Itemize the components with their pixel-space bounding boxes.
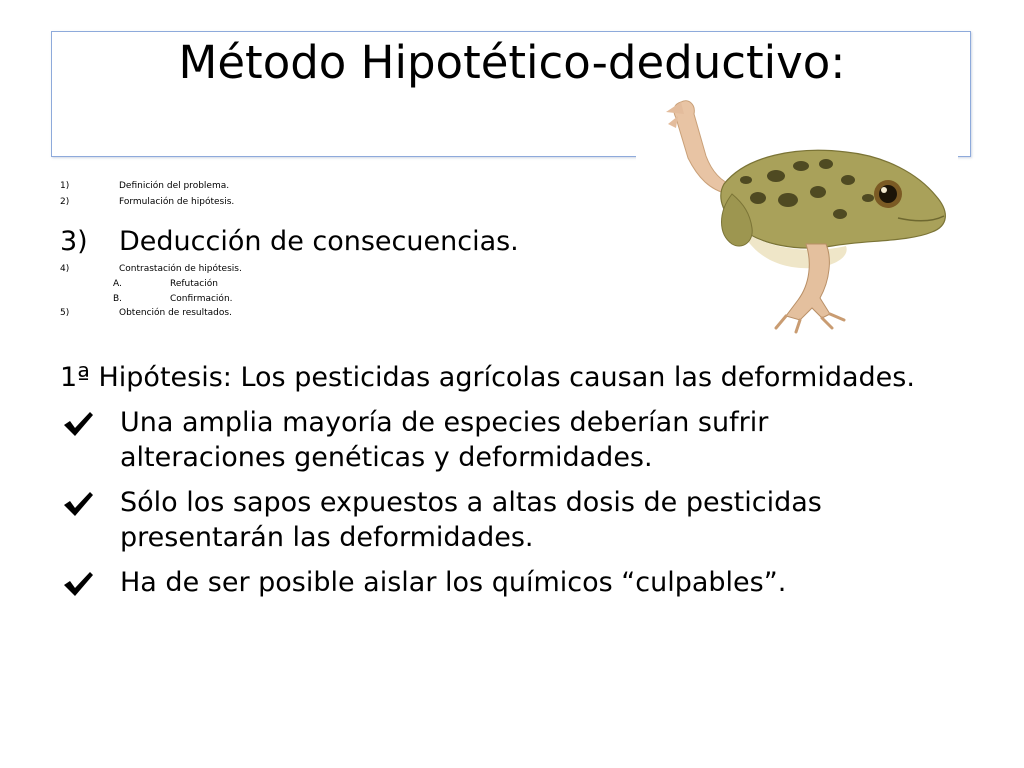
consequence-item	[60, 485, 940, 555]
step-number: A.	[113, 279, 122, 289]
frog-icon	[636, 94, 958, 334]
step-label: Deducción de consecuencias.	[119, 226, 519, 257]
consequence-list	[60, 405, 940, 600]
consequence-text: Sólo los sapos expuestos a altas dosis de pesticidas presentarán las deformidades.	[120, 487, 822, 553]
step-label: Contrastación de hipótesis.	[119, 264, 242, 274]
step-label: Refutación	[170, 279, 218, 289]
consequence-text: Una amplia mayoría de especies deberían sufrir alteraciones genéticas y deformidades.	[120, 407, 769, 473]
step-label: Confirmación.	[170, 294, 233, 304]
consequence-text: Ha de ser posible aislar los químicos “culpables”.	[120, 567, 787, 598]
step-number: 3)	[60, 226, 88, 257]
step-number: 2)	[60, 197, 70, 207]
step-label: Obtención de resultados.	[119, 308, 232, 318]
checkmark-icon	[62, 410, 94, 438]
slide-title: Método Hipotético-deductivo:	[178, 36, 846, 89]
step-label: Definición del problema.	[119, 181, 230, 191]
hypothesis-section	[60, 360, 940, 610]
consequence-item	[60, 405, 940, 475]
step-number: 1)	[60, 181, 70, 191]
step-number: 4)	[60, 264, 70, 274]
checkmark-icon	[62, 570, 94, 598]
step-number: 5)	[60, 308, 70, 318]
step-label: Formulación de hipótesis.	[119, 197, 235, 207]
step-number: B.	[113, 294, 123, 304]
checkmark-icon	[62, 490, 94, 518]
consequence-item	[60, 565, 940, 600]
hypothesis-heading: 1ª Hipótesis: Los pesticidas agrícolas causan las deformidades.	[60, 362, 915, 393]
